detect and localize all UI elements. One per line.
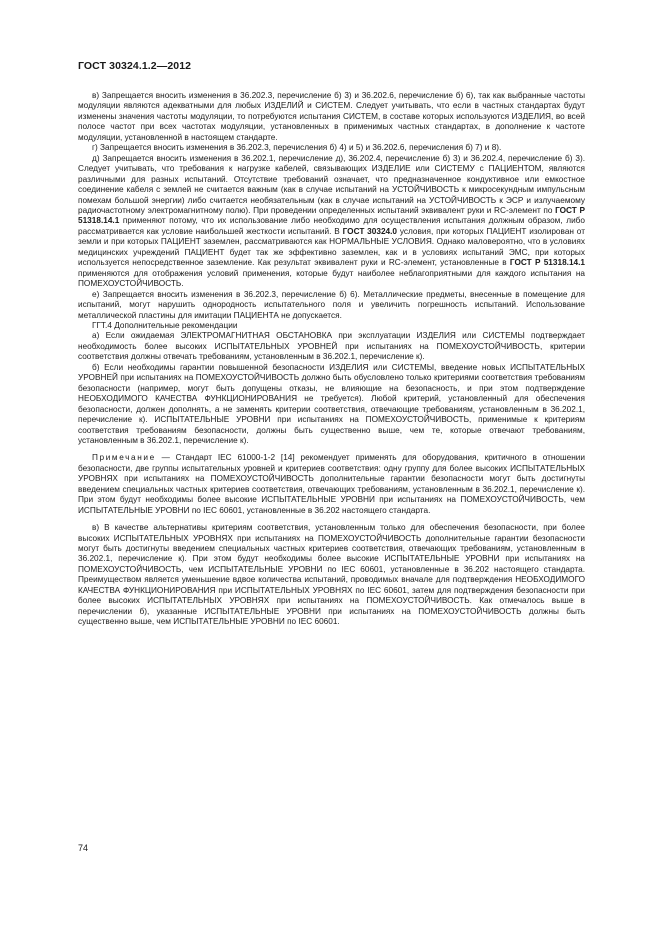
document-body	[78, 91, 585, 628]
paragraph-d-part2: применяют потому, что их использование либо необходимо для осуществления испытания должным образом, либо рассматривается как условие наибольшей жесткости испытаний. В	[78, 216, 585, 236]
note-label: Примечание	[92, 453, 156, 463]
paragraph-b: б) Если необходимы гарантии повышенной безопасности ИЗДЕЛИЯ или СИСТЕМЫ, введение новых ИСПЫТАТЕЛЬНЫХ УРОВНЕЙ при испытаниях на ПОМЕХОУСТОЙЧИВОСТЬ должно быть обусловлено только критериями соответствия требованиям безопасности (например, могут быть допущены отказы, не влияющие на безопасность, и при этом подтверждение НЕОБХОДИМОГО КАЧЕСТВА ФУНКЦИОНИРОВАНИЯ не требуется). Любой критерий, установленный для обеспечения безопасности, должен дополнять, а не заменять критерии соответствия, отвечающие требованиям, установленным в 36.202.1, перечисление к). ИСПЫТАТЕЛЬНЫЕ УРОВНИ при испытаниях на ПОМЕХОУСТОЙЧИВОСТЬ, применимые к критериям соответствия требованиям безопасности, должны быть существенно выше, чем те, которые отвечают требованиям, установленным в 36.202.1, перечисление к).	[78, 362, 585, 445]
paragraph-d-part1: д) Запрещается вносить изменения в 36.202.1, перечисление д), 36.202.4, перечисление б) 3) и 36.202.4, перечисление б) 3). Следует учитывать, что требования к нагрузке кабелей, связывающих ИЗДЕЛИЕ или СИСТЕМУ с ПАЦИЕНТОМ, являются различными для разных испытаний. Отсутствие требований означает, что предназначенное кондуктивное или емкостное соединение кабеля с землей не считается важным (как в случае испытаний на УСТОЙЧИВОСТЬ к микросекундным импульсным помехам большой энергии) либо считается необязательным (как в случае испытаний на УСТОЙЧИВОСТЬ к ЭСР и излучаемому радиочастотному электромагнитному полю). При проведении определенных испытаний эквивалент руки и RC-элемент по	[78, 153, 585, 215]
section-heading: ГГТ.4 Дополнительные рекомендации	[92, 320, 238, 330]
reference-gost-r-51318-second: ГОСТ Р 51318.14.1	[509, 258, 586, 268]
note-paragraph	[78, 453, 585, 516]
paragraph-v: в) Запрещается вносить изменения в 36.202.3, перечисление б) 3) и 36.202.6, перечисление б) 6), так как выбранные частоты модуляции являются адекватными для любых ИЗДЕЛИЙ и СИСТЕМ. Следует учитывать, что если в частных стандартах будут изменены значения частоты модуляции, то потребуются испытания СИСТЕМ, в составе которых используются ИЗДЕЛИЯ, во всей полосе частот при всех частотах модуляции, установленных в применимых частных стандартах, в дополнение к частоте модуляции, установленной в настоящем стандарте.	[78, 91, 585, 142]
paragraph-d	[78, 154, 585, 290]
paragraph-v-alt: в) В качестве альтернативы критериям соответствия, установленным только для обеспечения безопасности, при более высоких ИСПЫТАТЕЛЬНЫХ УРОВНЯХ при испытаниях на ПОМЕХОУСТОЙЧИВОСТЬ дополнительные гарантии безопасности могут быть достигнуты введением специальных частных критериев соответствия, отвечающих требованиям, установленным в 36.202.1, перечисление к). При этом будут необходимы более высокие ИСПЫТАТЕЛЬНЫЕ УРОВНИ при испытаниях на ПОМЕХОУСТОЙЧИВОСТЬ, чем ИСПЫТАТЕЛЬНЫЕ УРОВНИ по IEC 60601, установленные в 36.202 настоящего стандарта. Преимуществом является уменьшение вдвое количества испытаний, проводимых вначале для подтверждения НЕОБХОДИМОГО КАЧЕСТВА ФУНКЦИОНИРОВАНИЯ при ИСПЫТАТЕЛЬНЫХ УРОВНЯХ по IEC 60601, затем для подтверждения безопасности при более высоких ИСПЫТАТЕЛЬНЫХ УРОВНЯХ при испытаниях на ПОМЕХОУСТОЙЧИВОСТЬ. Как отмечалось выше в перечислении б), указанные ИСПЫТАТЕЛЬНЫЕ УРОВНИ при испытаниях на ПОМЕХОУСТОЙЧИВОСТЬ должны быть существенно выше, чем ИСПЫТАТЕЛЬНЫЕ УРОВНИ по IEC 60601.	[78, 523, 585, 627]
paragraph-a: а) Если ожидаемая ЭЛЕКТРОМАГНИТНАЯ ОБСТАНОВКА при эксплуатации ИЗДЕЛИЯ или СИСТЕМЫ подтверждает необходимость более высоких ИСПЫТАТЕЛЬНЫХ УРОВНЕЙ при испытаниях на ПОМЕХОУСТОЙЧИВОСТЬ, критерии соответствия должны отвечать требованиям, установленным в 36.202.1, перечисление к).	[78, 331, 585, 362]
note-text: — Стандарт IEC 61000-1-2 [14] рекомендует применять для оборудования, критичного в отношении безопасности, две группы испытательных уровней и критериев соответствия: одну группу для более высоких ИСПЫТАТЕЛЬНЫХ УРОВНЯХ при испытаниях на ПОМЕХОУСТОЙЧИВОСТЬ дополнительные гарантии безопасности могут быть достигнуты введением специальных частных критериев соответствия, отвечающих требованиям, установленным в 36.202.1, перечисление к). При этом будут необходимы более высокие ИСПЫТАТЕЛЬНЫЕ УРОВНИ при испытаниях на ПОМЕХОУСТОЙЧИВОСТЬ, чем ИСПЫТАТЕЛЬНЫЕ УРОВНИ по IEC 60601, установленные в 36.202 настоящего стандарта.	[78, 453, 585, 515]
document-header: ГОСТ 30324.1.2—2012	[78, 60, 192, 72]
paragraph-e: е) Запрещается вносить изменения в 36.202.3, перечисление б) 6). Металлические предметы, внесенные в помещение для испытаний, могут нарушить однородность испытательного поля и увеличить погрешность испытаний. Использование металлической пластины для имитации ПАЦИЕНТА не допускается.	[78, 289, 585, 320]
reference-gost-30324-0: ГОСТ 30324.0	[342, 226, 398, 236]
paragraph-d-part4: применяются для отображения условий применения, которые будут наиболее неблагоприятными для каждого испытания на ПОМЕХОУСТОЙЧИВОСТЬ.	[78, 268, 585, 289]
reference-gost-r-51318: ГОСТ Р 51318.14.1	[78, 205, 585, 226]
paragraph-d-part3: условия, при которых ПАЦИЕНТ изолирован от земли и при которых ПАЦИЕНТ заземлен, рассматриваются как НОРМАЛЬНЫЕ УСЛОВИЯ. Однако маловероятно, что в условиях медицинских учреждений ПАЦИЕНТ будет так же эффективно заземлен, как и в условиях испытаний ЭМС, при которых используется непосредственное заземление. Как результат эквивалент руки и RC-элемент, установленные в	[78, 226, 585, 268]
paragraph-g: г) Запрещается вносить изменения в 36.202.3, перечисления б) 4) и 5) и 36.202.6, перечисления б) 7) и 8).	[92, 143, 502, 153]
page-number: 74	[78, 843, 89, 853]
